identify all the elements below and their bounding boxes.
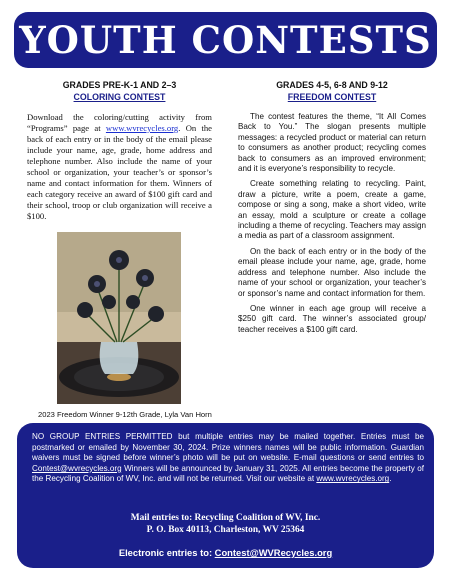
mail-address-line: Mail entries to: Recycling Coalition of WV, Inc. [130,513,321,523]
coloring-contest-heading: COLORING CONTEST [73,92,166,102]
right-grades-heading: GRADES 4-5, 6-8 AND 9-12 [276,80,388,90]
coloring-contest-text: Download the coloring/cutting activity from “Programs” page at www.wvrecycles.org. On the back of each entry or in the body of the email please include your name, age, grade, home address and telephone number. Also include the name of your school or organization, your teacher’s or sponsor’s name and contact information for them. Winners of each category receive an award of $100 gift card and their school, troop or club organization will receive a $100. [27,112,212,221]
freedom-paragraph: Create something relating to recycling. Paint, draw a picture, write a poem, create a game, compose or sing a song, make a short video, write an essay, mold a sculpture or create a collage including a theme of recycling. Teachers may assign a media as part of a classroom assignment. [238,179,426,241]
freedom-contest-heading: FREEDOM CONTEST [287,92,377,102]
page-title: YOUTH CONTESTS [19,17,432,62]
freedom-contest-section [238,80,426,340]
freedom-paragraph: One winner in each age group will receive a $250 gift card. The winner’s associated group/ teacher receives a $100 gift card. [238,303,426,334]
coloring-contest-section [27,80,212,227]
rules-text: NO GROUP ENTRIES PERMITTED but multiple entries may be mailed together. Entries must be postmarked or emailed by November 30, 2024. Prize winners names will be public information. Guardian waivers must be signed before winner’s photo will be put on website. E-mail questions or send entries to Contest@wvrecycles.org Winners will be announced by January 31, 2025. All entries become the property of the Recycling Coalition of WV, Inc. and will not be returned. Visit our website at www.wvrecycles.org. [32,432,424,484]
rules-footer [17,423,434,568]
freedom-paragraph: The contest features the theme, “It All Comes Back to You.” The slogan presents multiple messages: a recycled product or material can return to consumers as another product; recycling comes back to consumers as an improved environment; and it is everyone’s responsibility to recycle. [238,112,426,174]
photo-caption: 2023 Freedom Winner 9-12th Grade, Lyla Van Horn [38,410,212,419]
mail-address-line: P. O. Box 40113, Charleston, WV 25364 [146,525,305,535]
website-link[interactable]: www.wvrecycles.org [316,474,390,484]
freedom-paragraph: On the back of each entry or in the body of the email please include your name, age, grade, home address and telephone number. Also include the name of your school or organization, your teacher’s or sponsor’s name and contact information for them. [238,246,426,298]
title-banner [14,12,437,68]
website-link[interactable]: www.wvrecycles.org [105,123,179,133]
contest-email-link[interactable]: Contest@wvrecycles.org [32,463,122,473]
left-grades-heading: GRADES PRE-K-1 AND 2–3 [62,80,177,90]
winner-photo [57,232,181,404]
electronic-entries: Electronic entries to: Contest@WVRecycles.org [118,547,333,558]
electronic-email-link[interactable]: Contest@WVRecycles.org [214,547,333,558]
